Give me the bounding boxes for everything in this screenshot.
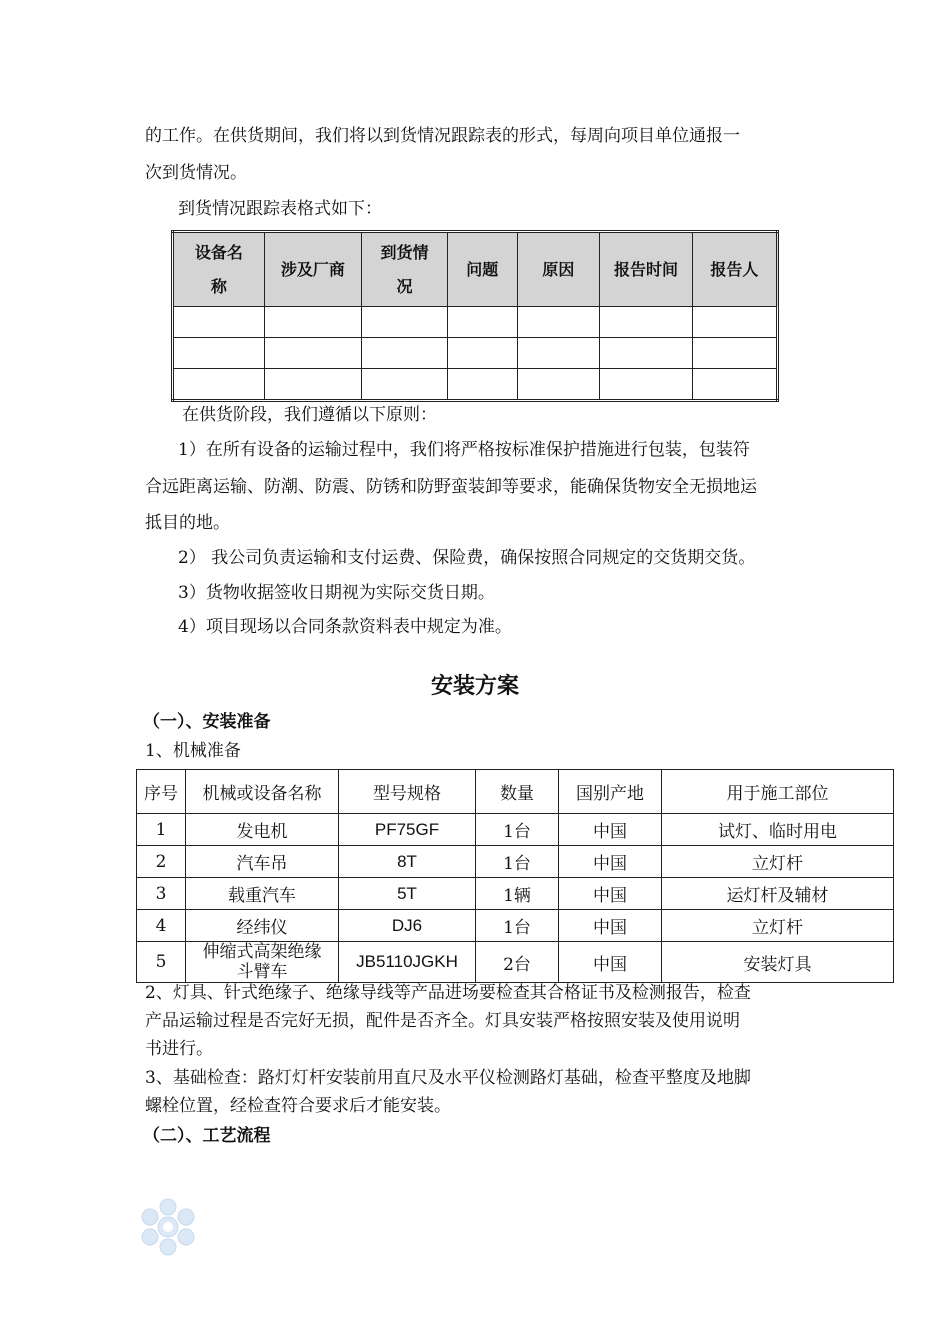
cell-model: JB5110JGKH [339,942,476,983]
cell-name: 载重汽车 [186,878,339,910]
cell-no: 5 [137,942,186,983]
cell-model: 5T [339,878,476,910]
name-line: 伸缩式高架绝缘 [202,942,322,962]
tracking-header-cell [362,232,448,307]
cell-origin: 中国 [559,910,662,942]
install-title: 安装方案 [430,674,519,699]
intro-line-1: 的工作。在供货期间，我们将以到货情况跟踪表的形式，每周向项目单位通报一 [145,126,740,146]
machinery-table [136,769,894,983]
table-row [137,846,894,878]
tracking-header-cell [517,232,600,307]
tracking-header-cell [447,232,517,307]
tracking-header-cell [600,232,692,307]
header-text: 况 [396,276,413,296]
header-text: 称 [210,276,227,296]
cell-no: 2 [137,846,186,878]
table-caption: 到货情况跟踪表格式如下： [178,199,382,219]
table-row [137,878,894,910]
table-row [173,307,778,338]
tracking-header-cell [173,232,265,307]
cell-use: 运灯杆及辅材 [662,878,894,910]
table-row [137,770,894,814]
cell-use: 试灯、临时用电 [662,814,894,846]
cell-origin: 中国 [559,878,662,910]
principles-intro: 在供货阶段，我们遵循以下原则： [182,405,437,425]
header-text: 报告人 [710,259,759,279]
cell-name: 发电机 [186,814,339,846]
cell-name: 经纬仪 [186,910,339,942]
cell-use: 立灯杆 [662,846,894,878]
table-row [137,942,894,983]
cell-origin: 中国 [559,942,662,983]
cell-no: 4 [137,910,186,942]
cell-qty: 1台 [476,910,559,942]
table-row [173,369,778,401]
para-2-line-3: 书进行。 [145,1039,213,1059]
name-line: 斗臂车 [236,962,288,982]
cell-origin: 中国 [559,814,662,846]
cell-no: 1 [137,814,186,846]
cell-qty: 1台 [476,846,559,878]
para-2-line-1: 2、灯具、针式绝缘子、绝缘导线等产品进场要检查其合格证书及检测报告，检查 [145,983,751,1003]
header-text: 原因 [542,259,575,279]
col-header: 国别产地 [559,770,662,814]
snowflake-watermark-icon [136,1195,200,1259]
cell-name: 汽车吊 [186,846,339,878]
col-header: 数量 [476,770,559,814]
tracking-table [171,230,779,402]
para-3-line-1: 3、基础检查：路灯灯杆安装前用直尺及水平仪检测路灯基础，检查平整度及地脚 [145,1068,751,1088]
cell-use: 立灯杆 [662,910,894,942]
para-3-line-2: 螺栓位置，经检查符合要求后才能安装。 [145,1096,451,1116]
tracking-header-cell [692,232,777,307]
section-1-heading: （一）、安装准备 [143,712,271,732]
cell-qty: 1辆 [476,878,559,910]
cell-qty: 1台 [476,814,559,846]
col-header: 用于施工部位 [662,770,894,814]
subsection-machinery: 1、机械准备 [145,741,241,761]
cell-qty: 2台 [476,942,559,983]
section-2-heading: （二）、工艺流程 [143,1126,271,1146]
tracking-header-cell [264,232,361,307]
tracking-table-header-row [173,232,778,307]
para-2-line-2: 产品运输过程是否完好无损，配件是否齐全。灯具安装严格按照安装及使用说明 [145,1011,740,1031]
cell-model: PF75GF [339,814,476,846]
header-text: 设备名 [194,242,243,262]
principle-2: 2） 我公司负责运输和支付运费、保险费，确保按照合同规定的交货期交货。 [178,548,756,568]
cell-name [186,942,339,983]
col-header: 序号 [137,770,186,814]
header-text: 涉及厂商 [280,259,345,279]
header-text: 问题 [466,259,499,279]
col-header: 型号规格 [339,770,476,814]
principle-1-line-2: 合远距离运输、防潮、防震、防锈和防野蛮装卸等要求，能确保货物安全无损地运 [145,477,757,497]
cell-model: 8T [339,846,476,878]
principle-1-line-1: 1）在所有设备的运输过程中，我们将严格按标准保护措施进行包装，包装符 [178,440,750,460]
table-row [137,910,894,942]
intro-line-2: 次到货情况。 [145,163,247,183]
cell-use: 安装灯具 [662,942,894,983]
table-row [173,338,778,369]
cell-no: 3 [137,878,186,910]
table-row [137,814,894,846]
principle-1-line-3: 抵目的地。 [145,513,230,533]
principle-3: 3）货物收据签收日期视为实际交货日期。 [178,583,495,603]
col-header: 机械或设备名称 [186,770,339,814]
header-text: 报告时间 [613,259,678,279]
header-text: 到货情 [380,242,429,262]
cell-origin: 中国 [559,846,662,878]
cell-model: DJ6 [339,910,476,942]
principle-4: 4）项目现场以合同条款资料表中规定为准。 [178,617,512,637]
